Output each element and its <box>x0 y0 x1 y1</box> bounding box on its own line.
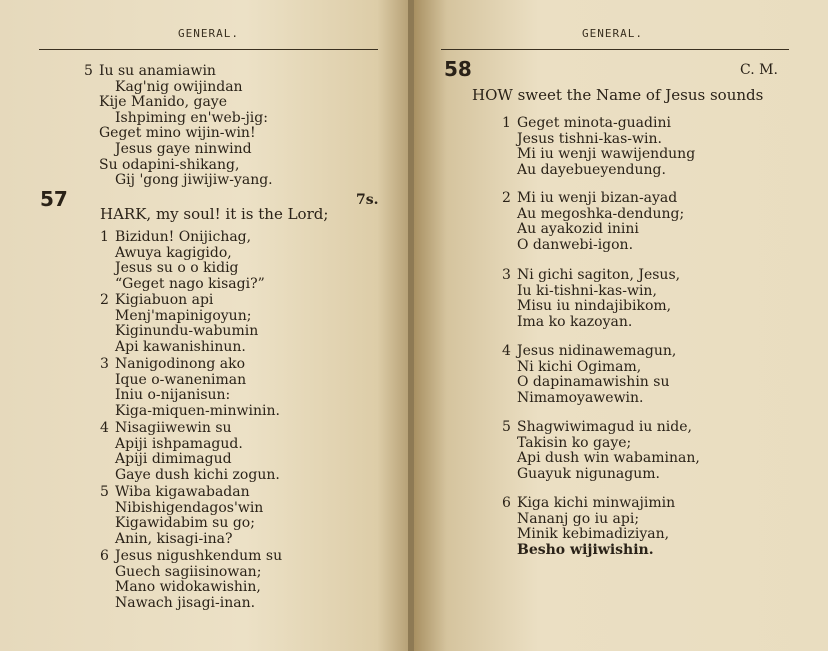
verse-line: Misu iu nindajibikom, <box>517 298 672 315</box>
verse-line: O dapinamawishin su <box>517 374 670 391</box>
verse-line: Mano widokawishin, <box>115 579 261 596</box>
verse-line: Nananj go iu api; <box>517 510 640 527</box>
verse-line: Iu su anamiawin <box>99 63 216 79</box>
verse-number: 1 <box>502 115 511 131</box>
verse-line: “Geget nago kisagi?” <box>115 275 265 292</box>
hymn-57-first-line: HARK, my soul! it is the Lord; <box>100 205 329 223</box>
hymn-number-58: 58 <box>444 57 472 81</box>
verse-line: Api kawanishinun. <box>115 338 246 355</box>
verse-line: Guech sagiisinowan; <box>115 563 262 580</box>
hymn-58-verse-4 <box>502 344 676 406</box>
verse-number: 2 <box>100 292 109 308</box>
verse-line: Geget mino wijin-win! <box>99 125 256 142</box>
verse-number: 6 <box>100 548 109 564</box>
hymn-number-57: 57 <box>40 187 68 211</box>
verse-line: Jesus su o o kidig <box>115 260 239 277</box>
verse-line: Ishpiming en'web-jig: <box>115 109 268 126</box>
verse-line: Ima ko kazoyan. <box>517 313 633 330</box>
verse-number: 4 <box>502 343 511 359</box>
verse-line: Nanigodinong ako <box>115 356 246 372</box>
verse-line: Guayuk nigunagum. <box>517 465 660 482</box>
verse-line: Apiji ishpamagud. <box>115 435 243 452</box>
left-header-rule <box>39 49 378 50</box>
right-header-rule <box>441 49 789 50</box>
hymn-57-verse-6 <box>100 549 282 611</box>
verse-line: Jesus nidinawemagun, <box>517 343 677 359</box>
verse-line: Au dayebueyendung. <box>517 161 666 178</box>
left-verse-5 <box>84 64 273 189</box>
verse-line: Kiga kichi minwajimin <box>517 495 676 511</box>
hymn-57-verse-5 <box>100 485 263 547</box>
verse-line: Kag'nig owijindan <box>115 78 243 95</box>
verse-number: 5 <box>502 419 511 435</box>
verse-line: Iu ki-tishni-kas-win, <box>517 282 657 299</box>
verse-number: 3 <box>100 356 109 372</box>
verse-number: 5 <box>100 484 109 500</box>
verse-line: Mi iu wenji wawijendung <box>517 146 696 163</box>
verse-line: Besho wijiwishin. <box>517 541 654 558</box>
hymn-57-verse-2 <box>100 293 258 355</box>
verse-line: Jesus nigushkendum su <box>115 548 283 564</box>
verse-line: Gaye dush kichi zogun. <box>115 466 280 483</box>
verse-line: Gij 'gong jiwijiw-yang. <box>115 172 273 189</box>
verse-line: Iniu o-nijanisun: <box>115 387 231 404</box>
verse-line: O danwebi-igon. <box>517 236 634 253</box>
hymn-57-meter: 7s. <box>356 192 379 208</box>
right-page <box>414 0 828 651</box>
hymn-57-verse-3 <box>100 357 280 419</box>
verse-line: Menj'mapinigoyun; <box>115 307 252 324</box>
verse-number: 1 <box>100 229 109 245</box>
verse-line: Au megoshka-dendung; <box>517 205 685 222</box>
right-running-header: GENERAL. <box>582 27 643 40</box>
verse-line: Nimamoyawewin. <box>517 389 644 406</box>
verse-line: Kiga-miquen-minwinin. <box>115 402 280 419</box>
hymn-58-first-line: HOW sweet the Name of Jesus sounds <box>472 86 764 104</box>
verse-line: Nawach jisagi-inan. <box>115 594 256 611</box>
verse-line: Mi iu wenji bizan-ayad <box>517 190 678 206</box>
hymn-58-verse-1 <box>502 116 695 178</box>
verse-line: Wiba kigawabadan <box>115 484 250 500</box>
verse-line: Su odapini-shikang, <box>99 156 240 173</box>
verse-line: Geget minota-guadini <box>517 115 671 131</box>
verse-line: Ni kichi Ogimam, <box>517 358 642 375</box>
verse-number: 4 <box>100 420 109 436</box>
hymn-58-verse-5 <box>502 420 700 482</box>
verse-number: 2 <box>502 190 511 206</box>
verse-line: Nisagiiwewin su <box>115 420 232 436</box>
verse-line: Nibishigendagos'win <box>115 499 264 516</box>
verse-line: Apiji dimimagud <box>115 451 232 468</box>
verse-number: 5 <box>84 63 93 79</box>
verse-line: Shagwiwimagud iu nide, <box>517 419 692 435</box>
hymn-57-verse-4 <box>100 421 280 483</box>
verse-line: Au ayakozid inini <box>517 221 639 238</box>
verse-line: Ni gichi sagiton, Jesus, <box>517 267 681 283</box>
verse-line: Takisin ko gaye; <box>517 434 632 451</box>
verse-line: Jesus tishni-kas-win. <box>517 130 662 147</box>
verse-line: Kigawidabim su go; <box>115 515 255 532</box>
verse-line: Awuya kagigido, <box>115 244 232 261</box>
verse-number: 3 <box>502 267 511 283</box>
hymn-58-verse-3 <box>502 268 680 330</box>
hymn-58-verse-6 <box>502 496 675 558</box>
hymn-57-verse-1 <box>100 230 265 292</box>
verse-line: Jesus gaye ninwind <box>115 140 252 157</box>
hymn-58-verse-2 <box>502 191 684 253</box>
left-running-header: GENERAL. <box>178 27 239 40</box>
verse-line: Kije Manido, gaye <box>99 94 227 111</box>
verse-line: Anin, kisagi-ina? <box>115 530 233 547</box>
verse-line: Ique o-waneniman <box>115 371 247 388</box>
verse-line: Kigiabuon api <box>115 292 214 308</box>
verse-number: 6 <box>502 495 511 511</box>
left-page <box>0 0 410 651</box>
hymn-58-meter: C. M. <box>740 62 778 78</box>
verse-line: Kiginundu-wabumin <box>115 323 259 340</box>
verse-line: Api dush win wabaminan, <box>517 450 700 467</box>
verse-line: Minik kebimadiziyan, <box>517 526 670 543</box>
verse-line: Bizidun! Onijichag, <box>115 229 252 245</box>
